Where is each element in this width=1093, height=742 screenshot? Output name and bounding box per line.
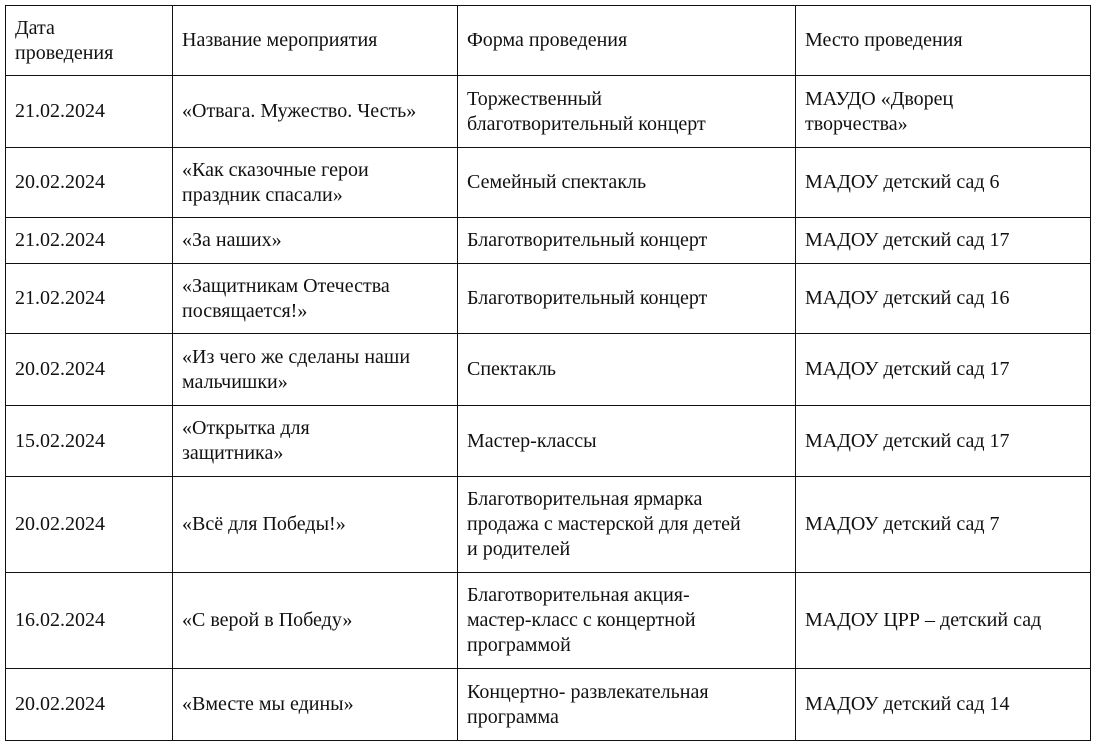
place-cell: МАДОУ детский сад 7 bbox=[796, 477, 1091, 573]
form-cell: Семейный спектакль bbox=[458, 148, 796, 218]
table-row bbox=[6, 148, 1091, 218]
event-name-cell: «За наших» bbox=[173, 218, 458, 264]
form-cell: Спектакль bbox=[458, 334, 796, 406]
event-name-cell: «Вместе мы едины» bbox=[173, 669, 458, 741]
date-cell: 21.02.2024 bbox=[6, 218, 173, 264]
header-place: Место проведения bbox=[796, 6, 1091, 76]
date-cell: 20.02.2024 bbox=[6, 148, 173, 218]
event-name-cell: «Открытка для защитника» bbox=[173, 406, 458, 477]
date-cell: 21.02.2024 bbox=[6, 76, 173, 148]
form-cell: Благотворительная ярмарка продажа с мастерской для детей и родителей bbox=[458, 477, 796, 573]
place-cell: МАДОУ детский сад 14 bbox=[796, 669, 1091, 741]
event-name-cell: «Всё для Победы!» bbox=[173, 477, 458, 573]
table-row bbox=[6, 76, 1091, 148]
form-cell: Благотворительный концерт bbox=[458, 264, 796, 334]
table-row bbox=[6, 334, 1091, 406]
place-cell: МАДОУ ЦРР – детский сад bbox=[796, 573, 1091, 669]
event-name-cell: «С верой в Победу» bbox=[173, 573, 458, 669]
table-row bbox=[6, 264, 1091, 334]
event-name-cell: «Как сказочные герои праздник спасали» bbox=[173, 148, 458, 218]
events-table bbox=[5, 5, 1091, 741]
form-cell: Концертно- развлекательная программа bbox=[458, 669, 796, 741]
form-cell: Торжественный благотворительный концерт bbox=[458, 76, 796, 148]
form-cell: Благотворительная акция- мастер-класс с концертной программой bbox=[458, 573, 796, 669]
date-cell: 20.02.2024 bbox=[6, 334, 173, 406]
date-cell: 20.02.2024 bbox=[6, 669, 173, 741]
header-name: Название мероприятия bbox=[173, 6, 458, 76]
place-cell: МАУДО «Дворец творчества» bbox=[796, 76, 1091, 148]
header-form: Форма проведения bbox=[458, 6, 796, 76]
place-cell: МАДОУ детский сад 6 bbox=[796, 148, 1091, 218]
place-cell: МАДОУ детский сад 17 bbox=[796, 334, 1091, 406]
date-cell: 16.02.2024 bbox=[6, 573, 173, 669]
header-date: Дата проведения bbox=[6, 6, 173, 76]
place-cell: МАДОУ детский сад 17 bbox=[796, 406, 1091, 477]
event-name-cell: «Из чего же сделаны наши мальчишки» bbox=[173, 334, 458, 406]
date-cell: 15.02.2024 bbox=[6, 406, 173, 477]
table-row bbox=[6, 669, 1091, 741]
event-name-cell: «Защитникам Отечества посвящается!» bbox=[173, 264, 458, 334]
place-cell: МАДОУ детский сад 16 bbox=[796, 264, 1091, 334]
header-row bbox=[6, 6, 1091, 76]
date-cell: 20.02.2024 bbox=[6, 477, 173, 573]
event-name-cell: «Отвага. Мужество. Честь» bbox=[173, 76, 458, 148]
table-row bbox=[6, 406, 1091, 477]
form-cell: Мастер-классы bbox=[458, 406, 796, 477]
table-row bbox=[6, 218, 1091, 264]
table-row bbox=[6, 477, 1091, 573]
date-cell: 21.02.2024 bbox=[6, 264, 173, 334]
table-row bbox=[6, 573, 1091, 669]
place-cell: МАДОУ детский сад 17 bbox=[796, 218, 1091, 264]
form-cell: Благотворительный концерт bbox=[458, 218, 796, 264]
